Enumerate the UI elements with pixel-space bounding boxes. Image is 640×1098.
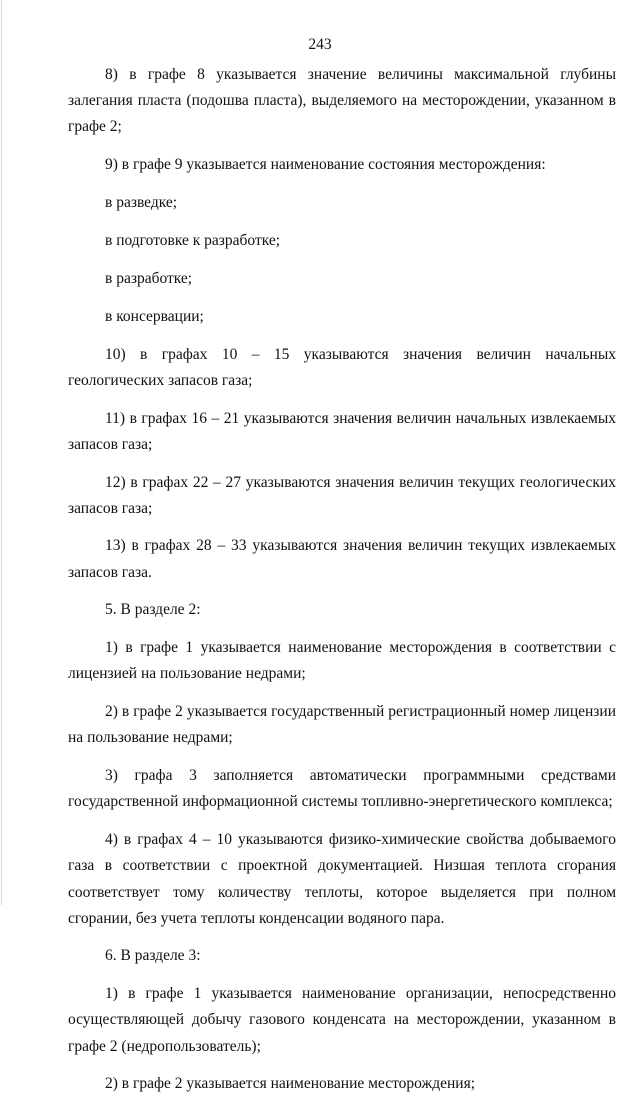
line: 3) графа 3 заполняется автоматически программными средствами bbox=[105, 767, 616, 785]
paragraph-10-initial-geological bbox=[68, 342, 616, 394]
list-item-exploration bbox=[68, 190, 616, 216]
page-number: 243 bbox=[308, 36, 332, 53]
line: теплоты конденсации водяного пара. bbox=[200, 909, 445, 927]
line: запасов газа; bbox=[68, 435, 153, 453]
line: 6. В разделе 3: bbox=[105, 947, 201, 965]
line: пользование недрами; bbox=[87, 729, 233, 747]
paragraph-9-field-state bbox=[68, 152, 616, 178]
page-edge bbox=[1, 0, 2, 905]
line: 13) в графах 28 – 33 указываются значения величин текущих извлекаемых bbox=[105, 537, 616, 555]
document-body bbox=[68, 62, 616, 1098]
line: запасов газа; bbox=[68, 499, 153, 517]
section-5-heading bbox=[68, 597, 616, 623]
paragraph-s2-4-gas-properties bbox=[68, 827, 616, 931]
line: государственной информационной системы топливно-энергетического комплекса; bbox=[68, 793, 613, 811]
section-6-heading bbox=[68, 943, 616, 969]
line: 8) в графе 8 указывается значение величины максимальной глубины залегания bbox=[68, 66, 616, 110]
paragraph-s2-1-field-name bbox=[68, 635, 616, 687]
line: 2) в графе 2 указывается наименование месторождения; bbox=[105, 1075, 476, 1093]
line: в разработке; bbox=[105, 269, 193, 287]
line: 12) в графах 22 – 27 указываются значения величин текущих геологических bbox=[105, 473, 616, 491]
line: осуществляющей добычу газового конденсата на месторождении, указанном bbox=[68, 1011, 601, 1029]
paragraph-8-max-depth bbox=[68, 62, 616, 140]
line: 4) в графах 4 – 10 указываются физико-химические свойства добываемого газа bbox=[68, 831, 616, 875]
line: 1) в графе 1 указывается наименование месторождения в соответствии с bbox=[105, 639, 616, 657]
line: пласта (подошва пласта), выделяемого на месторождении, указанном в графе 2; bbox=[68, 92, 616, 136]
line: в консервации; bbox=[105, 307, 204, 325]
line: запасов газа; bbox=[168, 371, 253, 389]
list-item-preparation bbox=[68, 228, 616, 254]
line: 2) в графе 2 указывается государственный регистрационный номер лицензии на bbox=[68, 703, 616, 747]
paragraph-s3-2-field-name bbox=[68, 1071, 616, 1097]
paragraph-13-current-recoverable bbox=[68, 533, 616, 585]
line: 1) в графе 1 указывается наименование организации, непосредственно bbox=[105, 985, 616, 1003]
line: 5. В разделе 2: bbox=[105, 601, 201, 619]
line: лицензией на пользование недрами; bbox=[68, 665, 306, 683]
paragraph-11-initial-recoverable bbox=[68, 406, 616, 458]
paragraph-12-current-geological bbox=[68, 470, 616, 522]
list-item-conservation bbox=[68, 304, 616, 330]
line: в разведке; bbox=[105, 193, 178, 211]
paragraph-s2-2-license-number bbox=[68, 699, 616, 751]
paragraph-s3-1-organization bbox=[68, 981, 616, 1059]
line: 9) в графе 9 указывается наименование состояния месторождения: bbox=[105, 156, 546, 174]
list-item-development bbox=[68, 266, 616, 292]
paragraph-s2-3-auto-filled bbox=[68, 763, 616, 815]
line: в соответствии с проектной документацией. Низшая теплота сгорания соответствует bbox=[68, 857, 616, 901]
line: в подготовке к разработке; bbox=[105, 231, 281, 249]
line: тому количеству теплоты, которое выделяется при полном сгорании, без учета bbox=[68, 883, 617, 927]
line: 10) в графах 10 – 15 указываются значения величин начальных геологических bbox=[68, 345, 616, 389]
line: 11) в графах 16 – 21 указываются значения величин начальных извлекаемых bbox=[105, 409, 616, 427]
line: в графе 2 (недропользователь); bbox=[68, 1011, 616, 1055]
line: запасов газа. bbox=[68, 563, 152, 581]
